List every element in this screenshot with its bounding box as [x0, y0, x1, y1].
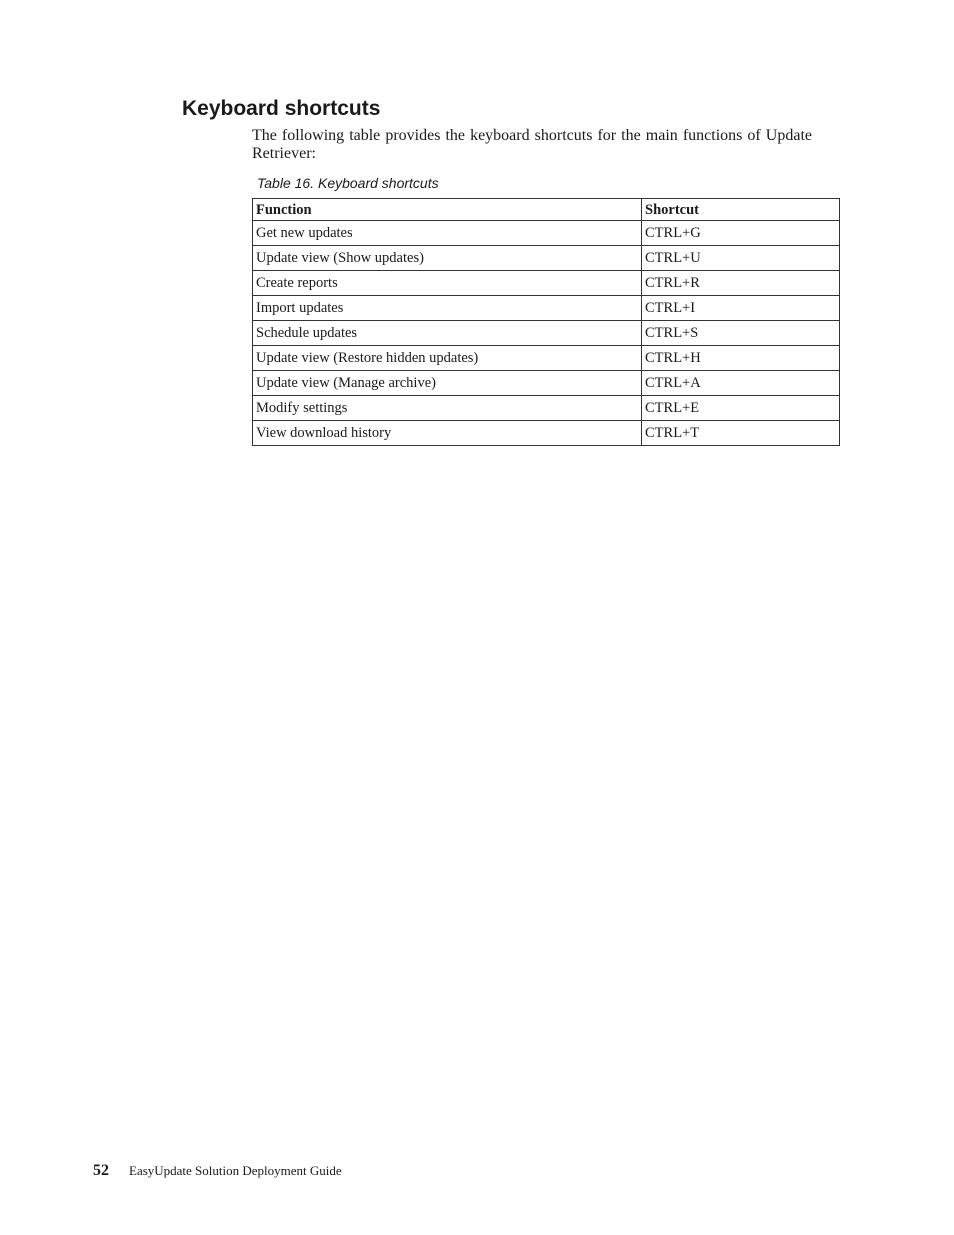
function-cell: Update view (Manage archive): [253, 371, 642, 396]
function-cell: Update view (Show updates): [253, 246, 642, 271]
page-footer: [93, 1162, 342, 1180]
table-row: [253, 296, 840, 321]
table-row: [253, 396, 840, 421]
shortcut-cell: CTRL+E: [642, 396, 840, 421]
table-row: [253, 346, 840, 371]
shortcut-cell: CTRL+H: [642, 346, 840, 371]
document-title: EasyUpdate Solution Deployment Guide: [129, 1163, 342, 1178]
header-shortcut: Shortcut: [642, 199, 840, 221]
function-cell: Update view (Restore hidden updates): [253, 346, 642, 371]
table-row: [253, 321, 840, 346]
shortcut-cell: CTRL+S: [642, 321, 840, 346]
keyboard-shortcuts-table: [252, 198, 840, 446]
header-function: Function: [253, 199, 642, 221]
page-number: 52: [93, 1162, 109, 1179]
function-cell: Schedule updates: [253, 321, 642, 346]
table-caption: Table 16. Keyboard shortcuts: [257, 175, 439, 191]
table-row: [253, 421, 840, 446]
shortcut-cell: CTRL+U: [642, 246, 840, 271]
shortcut-cell: CTRL+G: [642, 221, 840, 246]
table-header-row: [253, 199, 840, 221]
function-cell: Get new updates: [253, 221, 642, 246]
function-cell: Modify settings: [253, 396, 642, 421]
shortcut-cell: CTRL+R: [642, 271, 840, 296]
shortcut-cell: CTRL+A: [642, 371, 840, 396]
function-cell: View download history: [253, 421, 642, 446]
table-row: [253, 221, 840, 246]
section-heading: Keyboard shortcuts: [182, 97, 381, 120]
shortcut-cell: CTRL+I: [642, 296, 840, 321]
table-row: [253, 371, 840, 396]
table-row: [253, 271, 840, 296]
function-cell: Import updates: [253, 296, 642, 321]
function-cell: Create reports: [253, 271, 642, 296]
shortcut-cell: CTRL+T: [642, 421, 840, 446]
table-row: [253, 246, 840, 271]
intro-paragraph: The following table provides the keyboard shortcuts for the main functions of Update Retriever:: [252, 127, 812, 162]
